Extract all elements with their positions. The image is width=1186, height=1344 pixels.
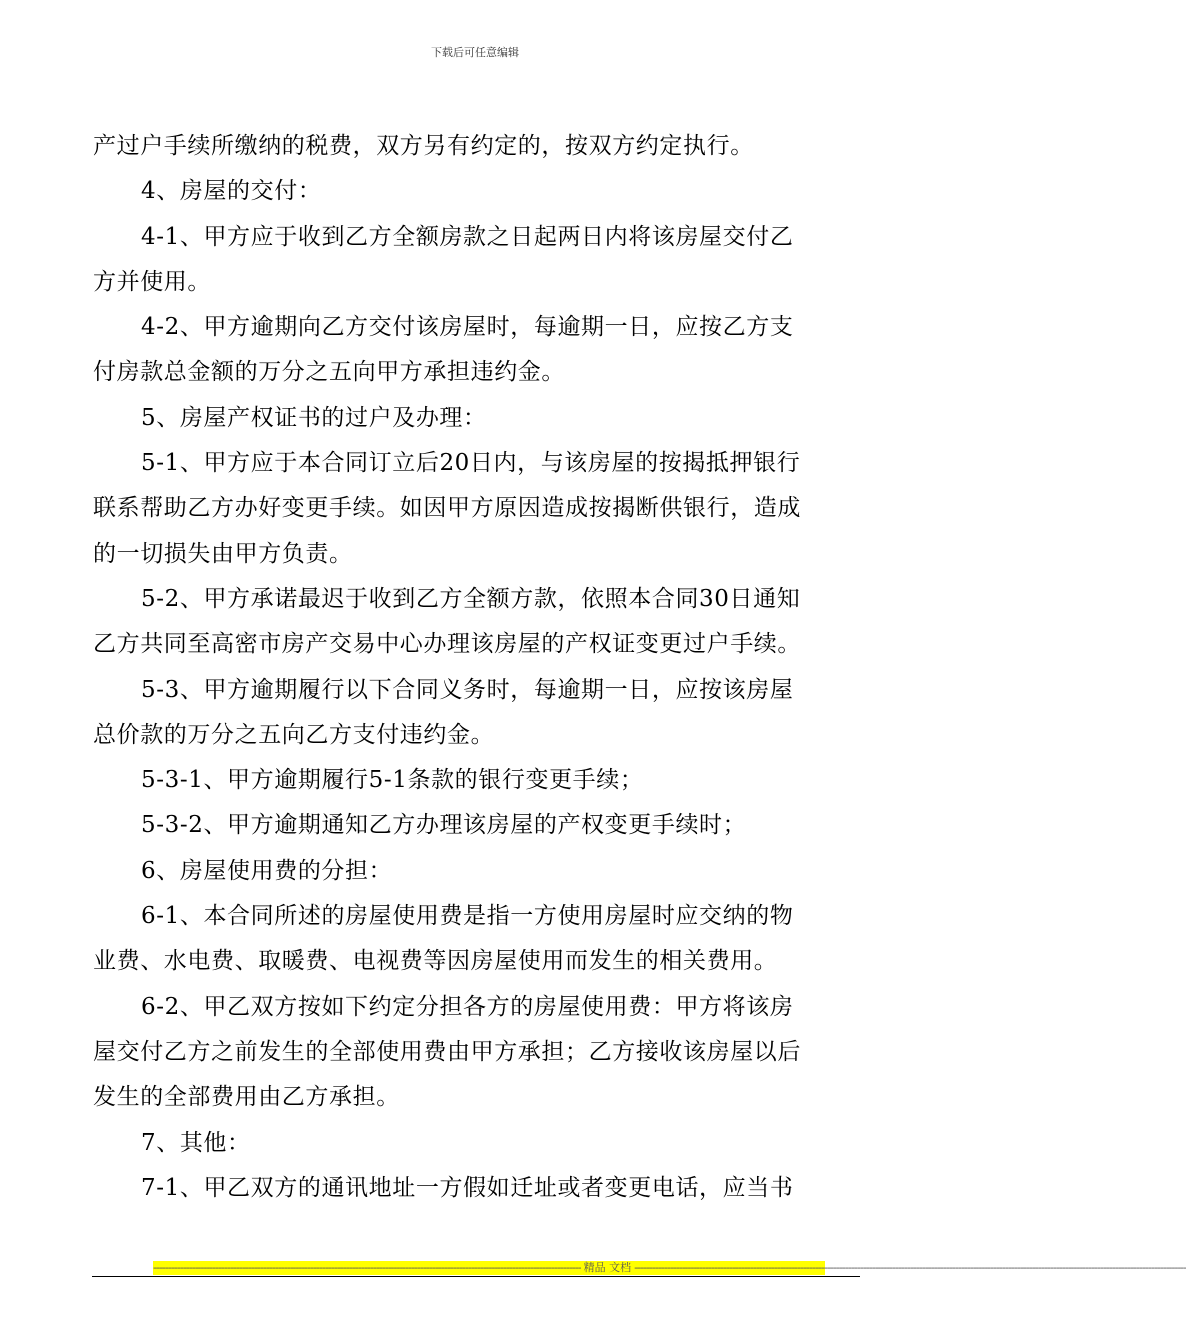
footer-dash-right: ------------------------------------------------------------------------------------------------------------------------------------------------------------------------------------------ xyxy=(634,1261,1186,1274)
document-line: 4-2、甲方逾期向乙方交付该房屋时，每逾期一日，应按乙方支 xyxy=(141,314,794,341)
document-line: 6-2、甲乙双方按如下约定分担各方的房屋使用费：甲方将该房 xyxy=(141,993,794,1020)
document-line: 5-3-2、甲方逾期通知乙方办理该房屋的产权变更手续时； xyxy=(141,812,747,839)
document-line: 产过户手续所缴纳的税费，双方另有约定的，按双方约定执行。 xyxy=(93,133,754,159)
document-line: 6-1、本合同所述的房屋使用费是指一方使用房屋时应交纳的物 xyxy=(141,903,794,930)
document-line: 7、其他： xyxy=(141,1129,251,1156)
document-line: 的一切损失由甲方负责。 xyxy=(93,540,353,567)
document-line: 方并使用。 xyxy=(93,268,211,295)
document-line: 6、房屋使用费的分担： xyxy=(141,857,393,884)
document-line: 5、房屋产权证书的过户及办理： xyxy=(141,404,487,431)
document-line: 7-1、甲乙双方的通讯地址一方假如迁址或者变更电话，应当书 xyxy=(141,1174,794,1201)
footer-dash-left: ------------------------------------------------------------------------------------------------------------------------------------------------ xyxy=(153,1261,581,1274)
document-line: 屋交付乙方之前发生的全部使用费由甲方承担；乙方接收该房屋以后 xyxy=(93,1038,801,1065)
document-line: 5-1、甲方应于本合同订立后20日内，与该房屋的按揭抵押银行 xyxy=(141,450,801,477)
document-line: 5-3、甲方逾期履行以下合同义务时，每逾期一日，应按该房屋 xyxy=(141,676,794,703)
document-line: 付房款总金额的万分之五向甲方承担违约金。 xyxy=(93,359,565,386)
document-line: 乙方共同至高密市房产交易中心办理该房屋的产权证变更过户手续。 xyxy=(93,631,801,658)
document-line: 总价款的万分之五向乙方支付违约金。 xyxy=(93,721,495,748)
document-line: 联系帮助乙方办好变更手续。如因甲方原因造成按揭断供银行，造成 xyxy=(93,495,801,522)
document-line: 业费、水电费、取暖费、电视费等因房屋使用而发生的相关费用。 xyxy=(93,948,778,975)
document-line: 4-1、甲方应于收到乙方全额房款之日起两日内将该房屋交付乙 xyxy=(141,223,794,250)
header-note: 下载后可任意编辑 xyxy=(431,46,519,59)
document-line: 5-3-1、甲方逾期履行5-1条款的银行变更手续； xyxy=(141,767,644,794)
footer-label: 精品 文档 xyxy=(583,1261,632,1274)
document-line: 5-2、甲方承诺最迟于收到乙方全额方款，依照本合同30日通知 xyxy=(141,585,801,612)
document-line: 4、房屋的交付： xyxy=(141,178,322,205)
document-line: 发生的全部费用由乙方承担。 xyxy=(93,1084,400,1111)
footer-highlight-band xyxy=(153,1261,1186,1275)
document-body xyxy=(93,124,863,1211)
footer-rule xyxy=(92,1276,860,1277)
